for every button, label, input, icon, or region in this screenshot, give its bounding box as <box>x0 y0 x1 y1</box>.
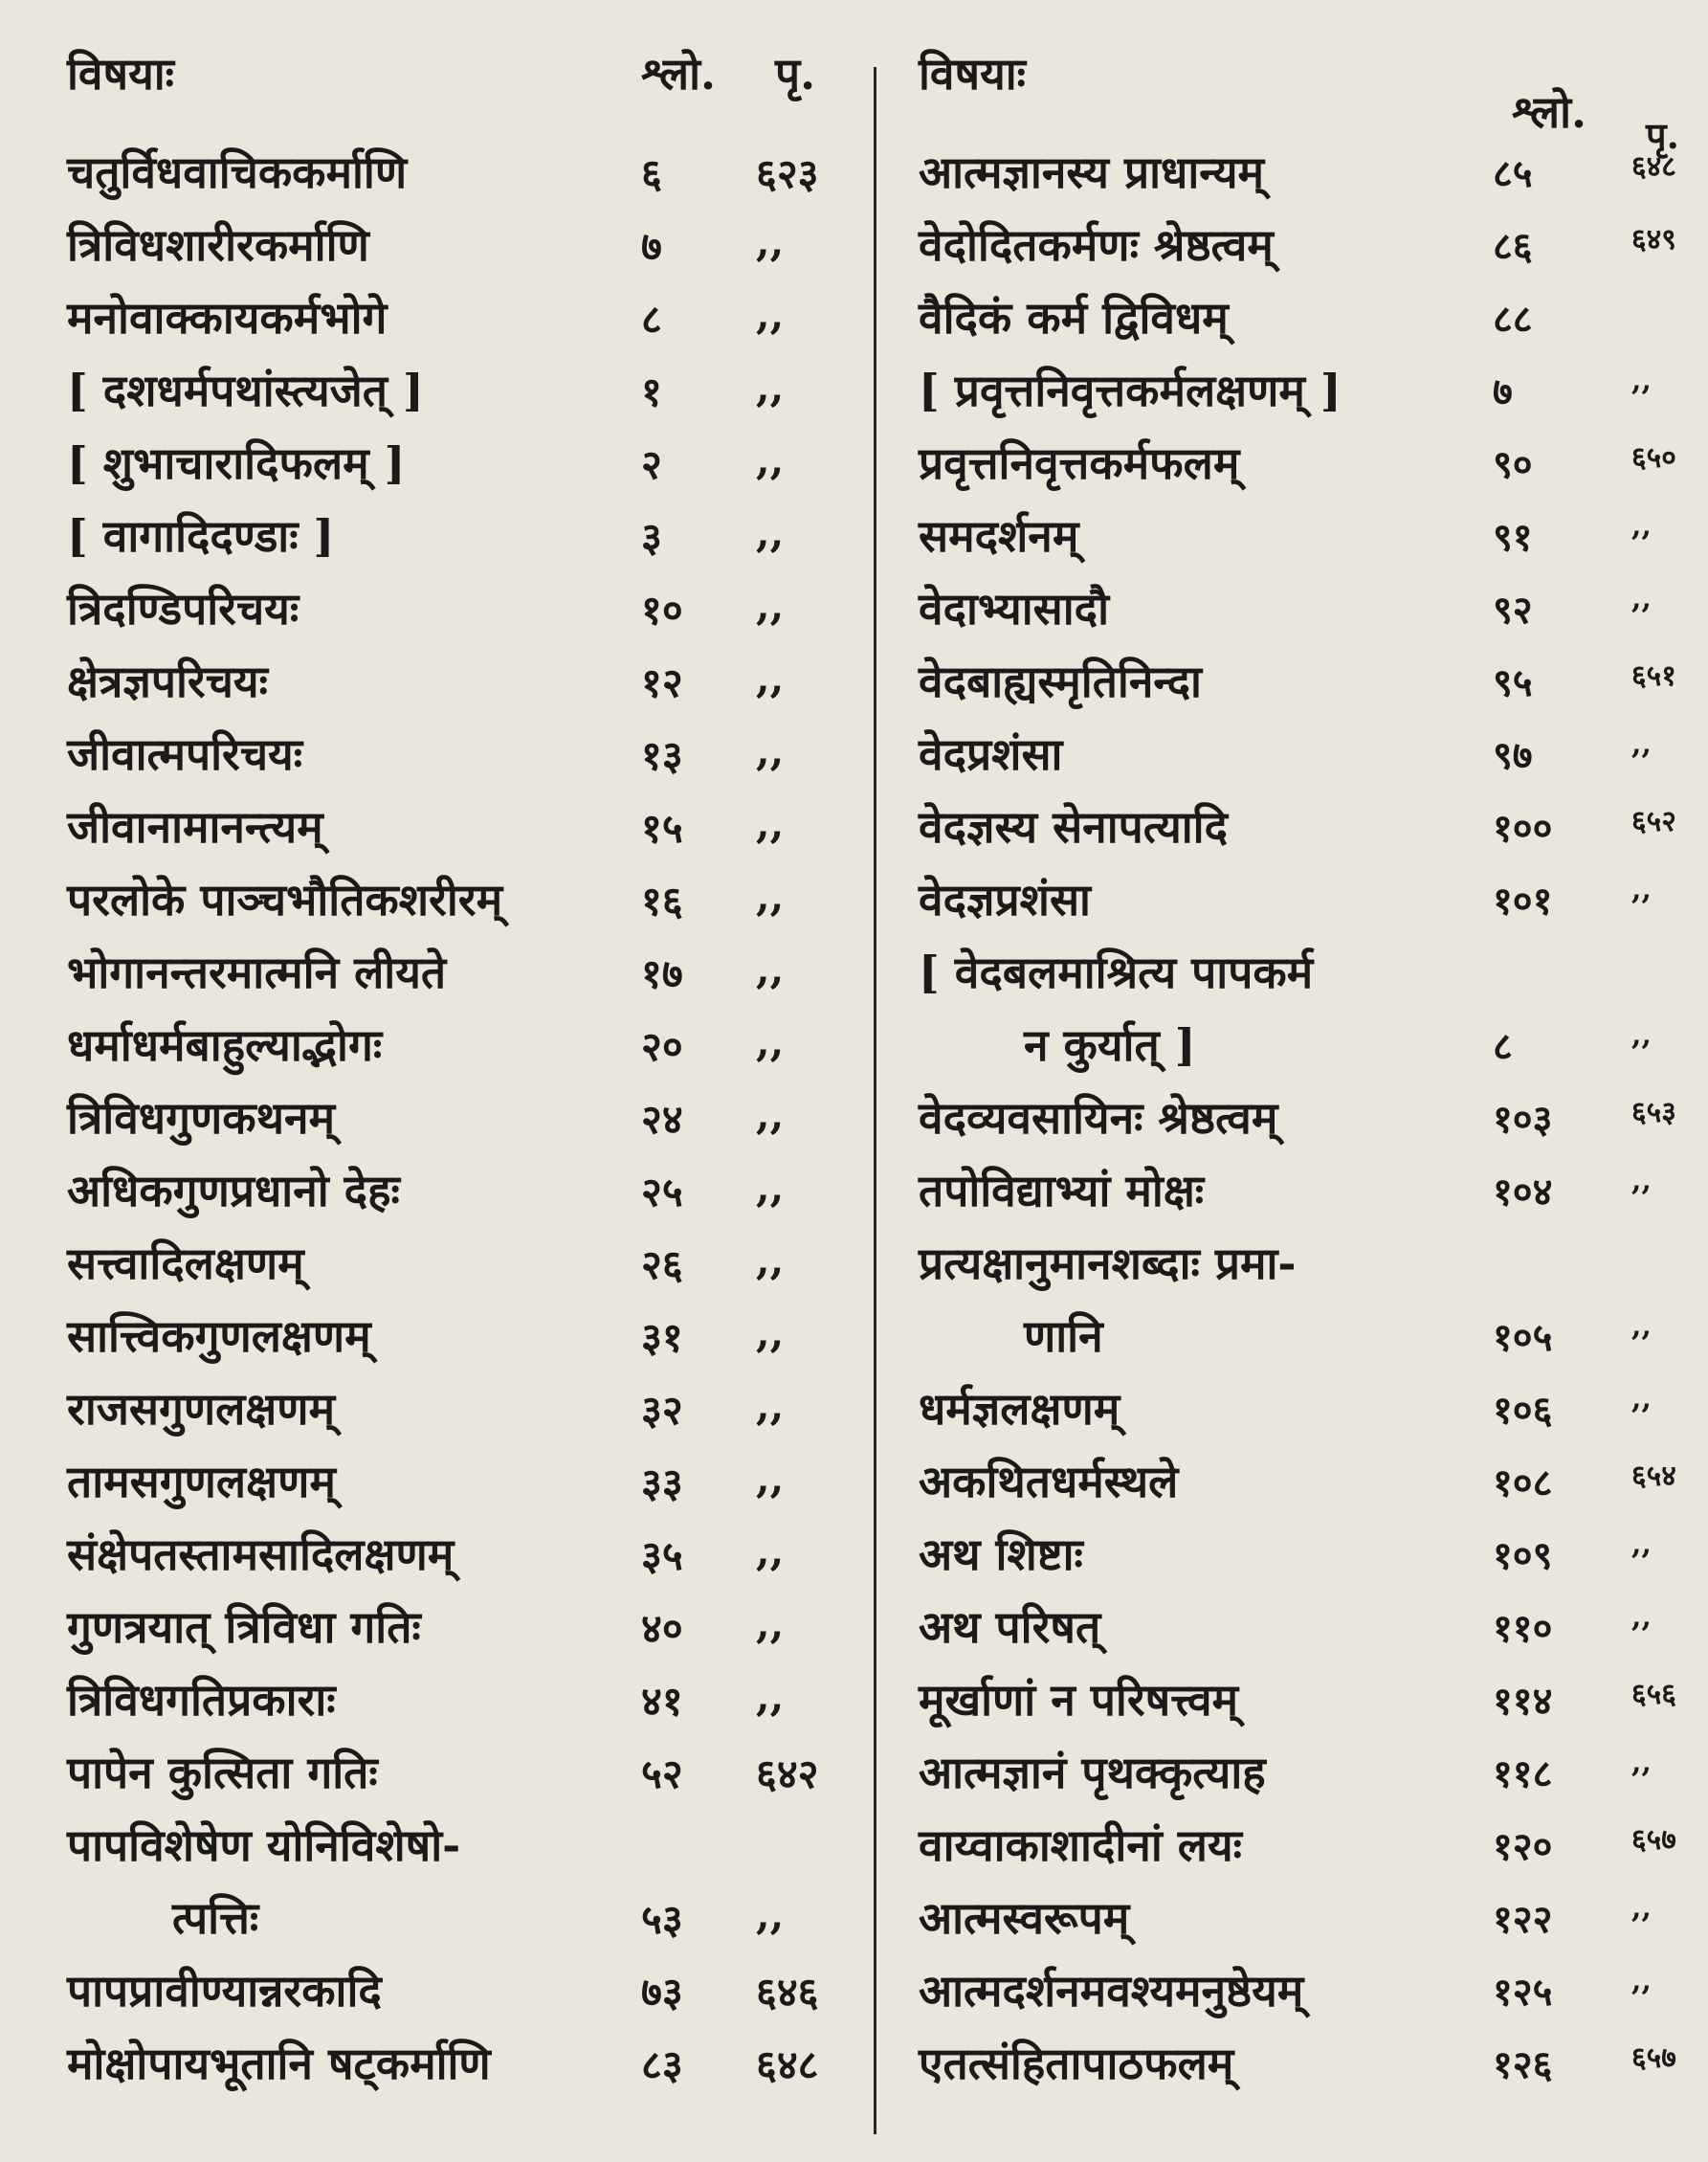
subject-header: विषयाः <box>67 48 174 100</box>
page-number: ,, <box>756 509 785 556</box>
verse-number: ९७ <box>1493 733 1533 778</box>
index-row <box>57 1524 852 1596</box>
verse-number: ७ <box>641 223 662 270</box>
verse-number: १० <box>641 587 683 634</box>
index-entry-title: मोक्षोपायभूतानि षट्कर्माणि <box>67 2038 491 2089</box>
page-number: ,, <box>756 582 785 629</box>
page-number: ,, <box>1631 1600 1652 1634</box>
verse-number: ६ <box>641 150 662 197</box>
index-row <box>57 1742 852 1815</box>
page-number: ,, <box>756 873 785 920</box>
index-entry-title: आत्मस्वरूपम् <box>919 1892 1130 1944</box>
index-entry-title: चतुर्विधवाचिककर्माणि <box>67 146 408 198</box>
index-entry-title: वेदव्यवसायिनः श्रेष्ठत्वम् <box>919 1092 1278 1144</box>
verse-number: ८ <box>641 296 662 343</box>
index-entry-title: [ प्रवृत्तनिवृत्तकर्मलक्षणम् ] <box>919 365 1342 416</box>
verse-number: ४० <box>641 1605 683 1652</box>
verse-number: ३२ <box>641 1387 683 1434</box>
verse-number: २५ <box>641 1169 683 1215</box>
page-number: ,, <box>756 1018 785 1065</box>
index-entry-title-continuation: न कुर्यात् ] <box>1024 1019 1196 1071</box>
index-row <box>57 1669 852 1742</box>
page-number: ६५३ <box>1631 1096 1676 1129</box>
page-number: ६५७ <box>1631 1823 1676 1857</box>
index-row <box>909 1596 1684 1669</box>
index-row <box>57 433 852 505</box>
verse-number: ८३ <box>641 2041 683 2088</box>
index-row <box>57 578 852 651</box>
index-row <box>909 1742 1684 1815</box>
index-entry-title: वेदबाह्यस्मृतिनिन्दा <box>919 656 1202 707</box>
index-row <box>57 505 852 578</box>
index-entry-title: त्रिविधगतिप्रकाराः <box>67 1674 336 1726</box>
index-entry-title: [ शुभाचारादिफलम् ] <box>67 437 406 489</box>
page-number: ,, <box>1631 1746 1652 1779</box>
index-entry-title: गुणत्रयात् त्रिविधा गतिः <box>67 1601 421 1653</box>
page-number: ,, <box>756 1527 785 1574</box>
index-entry-title: एतत्संहितापाठफलम् <box>919 2038 1234 2089</box>
page-number: ६५१ <box>1631 659 1676 693</box>
verse-number: ९१ <box>1493 515 1533 560</box>
index-row <box>909 1887 1684 1960</box>
index-row <box>909 433 1684 505</box>
verse-number: १०५ <box>1493 1315 1553 1360</box>
index-row <box>57 2033 852 2106</box>
verse-number: ९५ <box>1493 660 1533 705</box>
index-row <box>909 1815 1684 1887</box>
page-number: ,, <box>756 1673 785 1720</box>
page-number: ,, <box>1631 582 1652 615</box>
index-row <box>57 360 852 433</box>
page-number: ,, <box>1631 873 1652 906</box>
verse-number: १०६ <box>1493 1388 1553 1433</box>
page-number: ,, <box>756 1309 785 1356</box>
index-entry-title: आत्मज्ञानस्य प्राधान्यम् <box>919 146 1265 198</box>
index-row <box>909 651 1684 724</box>
index-entry-title: राजसगुणलक्षणम् <box>67 1383 336 1435</box>
page-number: ,, <box>756 1891 785 1938</box>
page-number: ६४९ <box>1631 223 1676 256</box>
verse-number: ८६ <box>1493 224 1533 269</box>
verse-number: ८ <box>1493 1024 1513 1069</box>
index-entry-title: संक्षेपतस्तामसादिलक्षणम् <box>67 1528 455 1580</box>
page-number: ६४८ <box>1631 150 1676 184</box>
verse-number: १५ <box>641 805 683 852</box>
page-number: ,, <box>756 946 785 992</box>
index-entry-title: धर्माधर्मबाहुल्याद्भोगः <box>67 1019 383 1071</box>
index-row <box>57 1087 852 1160</box>
index-row <box>909 1524 1684 1596</box>
verse-number: २ <box>641 441 662 488</box>
verse-number: १०० <box>1493 806 1553 851</box>
index-row <box>57 1815 852 1960</box>
index-entry-title: प्रवृत्तनिवृत्तकर्मफलम् <box>919 437 1240 489</box>
column-divider <box>874 67 876 2134</box>
index-row <box>909 2033 1684 2106</box>
page-number: ६५४ <box>1631 1460 1676 1493</box>
page-number: ६५७ <box>1631 2041 1676 2075</box>
verse-number: १ <box>641 368 662 415</box>
verse-number: २४ <box>641 1096 683 1143</box>
page-number: ,, <box>1631 1309 1652 1343</box>
index-row <box>909 724 1684 796</box>
page-number: ,, <box>756 436 785 483</box>
verse-number: १०८ <box>1493 1460 1553 1505</box>
right-index-list <box>909 142 1684 2106</box>
verse-number: १६ <box>641 878 683 925</box>
index-row <box>57 1233 852 1305</box>
page-number: ६४२ <box>756 1750 819 1797</box>
verse-number: ११८ <box>1493 1751 1553 1796</box>
index-row <box>57 214 852 287</box>
page-number: ,, <box>756 1164 785 1211</box>
index-row <box>909 287 1684 360</box>
index-entry-title: वेदप्रशंसा <box>919 728 1063 780</box>
page-number: ,, <box>756 218 785 265</box>
page-number: ,, <box>756 1091 785 1138</box>
shloka-header: श्लो. <box>641 48 717 100</box>
index-row <box>909 869 1684 942</box>
right-column-header <box>909 43 1684 157</box>
index-entry-title: मनोवाक्कायकर्मभोगे <box>67 292 388 344</box>
verse-number: १०१ <box>1493 879 1553 924</box>
index-row <box>909 1669 1684 1742</box>
page-header: पृ. <box>775 48 816 100</box>
index-entry-title: भोगानन्तरमात्मनि लीयते <box>67 947 447 998</box>
index-entry-title-continuation: णानि <box>1024 1310 1103 1362</box>
page-number: ,, <box>1631 1382 1652 1415</box>
index-entry-title: त्रिविधगुणकथनम् <box>67 1092 336 1144</box>
verse-number: १२० <box>1493 1824 1553 1869</box>
index-row <box>909 942 1684 1087</box>
verse-number: ५२ <box>641 1750 683 1797</box>
index-row <box>909 1451 1684 1524</box>
verse-number: ७ <box>1493 369 1513 414</box>
verse-number: १३ <box>641 732 683 779</box>
index-row <box>909 214 1684 287</box>
index-entry-title: अथ परिषत् <box>919 1601 1101 1653</box>
index-row <box>909 1378 1684 1451</box>
page-number: ६४६ <box>756 1969 819 2016</box>
verse-number: ९० <box>1493 442 1533 487</box>
verse-number: ३ <box>641 514 662 561</box>
verse-number: ३३ <box>641 1460 683 1506</box>
verse-number: ८८ <box>1493 297 1533 342</box>
page-number: ,, <box>756 655 785 702</box>
verse-number: १२२ <box>1493 1897 1553 1942</box>
index-entry-title: पापप्रावीण्यान्नरकादि <box>67 1965 382 2017</box>
left-column-header <box>57 43 852 120</box>
index-entry-title: क्षेत्रज्ञपरिचयः <box>67 656 268 707</box>
index-entry-title: जीवात्मपरिचयः <box>67 728 303 780</box>
verse-number: ४१ <box>641 1678 683 1725</box>
page-number: ६५० <box>1631 441 1676 475</box>
index-entry-title: जीवानामानन्त्यम् <box>67 801 323 853</box>
index-entry-title: अकथितधर्मस्थले <box>919 1456 1179 1507</box>
subject-header: विषयाः <box>919 48 1026 100</box>
index-row <box>57 869 852 942</box>
index-row <box>57 1014 852 1087</box>
verse-number: २० <box>641 1023 683 1070</box>
index-row <box>909 505 1684 578</box>
verse-number: १२६ <box>1493 2042 1553 2087</box>
index-entry-title: आत्मज्ञानं पृथक्कृत्याह <box>919 1747 1266 1798</box>
verse-number: ५३ <box>641 1896 683 1943</box>
index-entry-title: प्रत्यक्षानुमानशब्दाः प्रमा- <box>919 1237 1297 1289</box>
verse-number: १०४ <box>1493 1170 1553 1215</box>
index-entry-title: त्रिविधशारीरकर्माणि <box>67 219 369 271</box>
index-entry-title: [ वागादिदण्डाः ] <box>67 510 335 562</box>
page-number: ,, <box>756 727 785 774</box>
page-number: ,, <box>1631 1891 1652 1925</box>
index-entry-title: वेदज्ञप्रशंसा <box>919 874 1091 925</box>
index-entry-title: धर्मज्ञलक्षणम् <box>919 1383 1120 1435</box>
verse-number: ९२ <box>1493 588 1533 633</box>
index-row <box>57 1305 852 1378</box>
verse-number: १२५ <box>1493 1970 1553 2015</box>
index-entry-title: वैदिकं कर्म द्विविधम् <box>919 292 1229 344</box>
index-entry-title: [ वेदबलमाश्रित्य पापकर्म <box>919 947 1314 998</box>
index-entry-title: सात्त्विकगुणलक्षणम् <box>67 1310 371 1362</box>
page-number: ,, <box>756 800 785 847</box>
verse-number: १०९ <box>1493 1533 1553 1578</box>
index-row <box>909 1960 1684 2033</box>
verse-number: १२ <box>641 659 683 706</box>
index-row <box>909 142 1684 214</box>
page-number: ,, <box>756 1600 785 1647</box>
index-entry-title: आत्मदर्शनमवश्यमनुष्ठेयम् <box>919 1965 1304 2017</box>
page-number: ६५२ <box>1631 805 1676 838</box>
index-entry-title: वेदाभ्यासादौ <box>919 583 1109 635</box>
index-entry-title: समदर्शनम् <box>919 510 1079 562</box>
page-number: ,, <box>1631 1527 1652 1561</box>
page-number: ,, <box>756 1382 785 1429</box>
verse-number: ७३ <box>641 1969 683 2016</box>
index-entry-title: वेदज्ञस्य सेनापत्यादि <box>919 801 1229 853</box>
index-row <box>57 287 852 360</box>
page-number: ,, <box>1631 1964 1652 1997</box>
page-number: ,, <box>1631 1018 1652 1052</box>
index-row <box>57 796 852 869</box>
index-row <box>57 1451 852 1524</box>
index-row <box>909 1160 1684 1233</box>
index-row <box>909 1087 1684 1160</box>
page-number: ,, <box>756 364 785 411</box>
index-row <box>57 651 852 724</box>
page-number: ६२३ <box>756 150 819 197</box>
verse-number: २६ <box>641 1241 683 1288</box>
shloka-header: श्लो. <box>1512 86 1587 138</box>
page-number: ,, <box>1631 1164 1652 1197</box>
index-entry-title: अधिकगुणप्रधानो देहः <box>67 1165 400 1216</box>
index-entry-title: त्रिदण्डिपरिचयः <box>67 583 299 635</box>
left-index-list <box>57 142 852 2106</box>
verse-number: ११० <box>1493 1606 1553 1651</box>
verse-number: १०३ <box>1493 1097 1553 1142</box>
index-entry-title: तपोविद्याभ्यां मोक्षः <box>919 1165 1205 1216</box>
verse-number: ८५ <box>1493 151 1533 196</box>
index-entry-title: [ दशधर्मपथांस्त्यजेत् ] <box>67 365 424 416</box>
index-entry-title: पापेन कुत्सिता गतिः <box>67 1747 378 1798</box>
page-number: ,, <box>1631 727 1652 761</box>
index-entry-title: परलोके पाञ्चभौतिकशरीरम् <box>67 874 503 925</box>
index-entry-title: मूर्खाणां न परिषत्त्वम् <box>919 1674 1239 1726</box>
index-row <box>57 724 852 796</box>
index-row <box>909 796 1684 869</box>
index-entry-title: पापविशेषेण योनिविशेषो- <box>67 1819 461 1871</box>
page-number: ,, <box>756 291 785 338</box>
page-number: ,, <box>756 1237 785 1283</box>
page-header: पृ. <box>1646 114 1679 157</box>
page-number: ,, <box>1631 364 1652 397</box>
index-entry-title: वाय्वाकाशादीनां लयः <box>919 1819 1242 1871</box>
index-entry-title: सत्त्वादिलक्षणम् <box>67 1237 304 1289</box>
verse-number: ३५ <box>641 1532 683 1579</box>
page-number: ६४८ <box>756 2041 819 2088</box>
page-number: ६५६ <box>1631 1678 1676 1711</box>
index-entry-title: वेदोदितकर्मणः श्रेष्ठत्वम् <box>919 219 1274 271</box>
page-number: ,, <box>756 1455 785 1502</box>
verse-number: १७ <box>641 950 683 997</box>
index-row <box>57 1160 852 1233</box>
index-entry-title: तामसगुणलक्षणम् <box>67 1456 336 1507</box>
index-row <box>57 142 852 214</box>
index-row <box>57 1378 852 1451</box>
index-entry-title: अथ शिष्टाः <box>919 1528 1083 1580</box>
page-number: ,, <box>1631 509 1652 543</box>
index-entry-title-continuation: त्पत्तिः <box>172 1892 259 1944</box>
index-row <box>909 1233 1684 1378</box>
verse-number: ३१ <box>641 1314 683 1361</box>
index-row <box>57 1960 852 2033</box>
index-row <box>57 942 852 1014</box>
index-row <box>57 1596 852 1669</box>
index-row <box>909 578 1684 651</box>
index-row <box>909 360 1684 433</box>
verse-number: ११४ <box>1493 1679 1553 1724</box>
